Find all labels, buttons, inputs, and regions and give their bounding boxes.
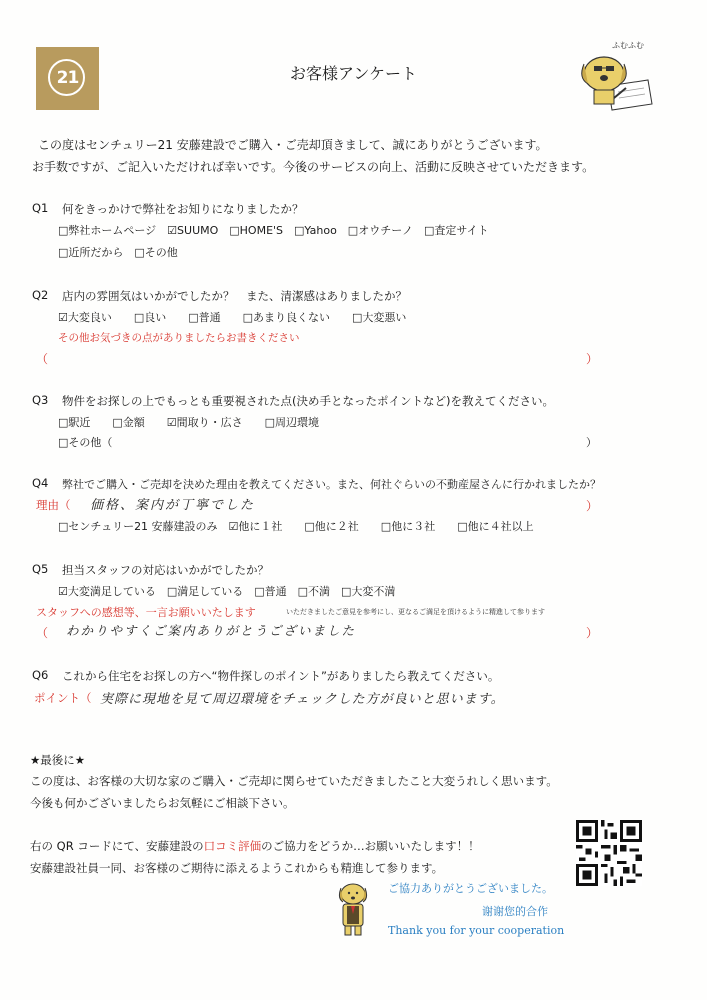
q1-question: 何をきっかけで弊社をお知りになりましたか？ [62,202,304,216]
closing-line-4: 安藤建設社員一同、お客様のご期待に添えるようこれからも精進して参ります。 [30,861,444,875]
q1-options-row-2[interactable]: □近所だから □その他 [58,246,178,259]
q3-other[interactable]: □その他（ [58,436,113,449]
q3-close-paren: ） [586,436,597,449]
q5-close-paren: ） [586,626,599,640]
q4-question: 弊社でご購入・ご売却を決めた理由を教えてください。また、何社ぐらいの不動産屋さんに行かれましたか？ [62,478,601,491]
page-title: お客様アンケート [289,64,418,83]
q1-label: Q1 [32,201,49,215]
q3-question: 物件をお探しの上でもっとも重要視された点(決め手となったポイントなど)を教えてください。 [62,394,554,408]
q4-company-options[interactable]: □センチュリー21 安藤建設のみ ☑他に１社 □他に２社 □他に３社 □他に４社以上 [58,520,534,533]
q2-prompt: その他お気づきの点がありましたらお書きください [58,332,300,344]
q6-handwritten-answer[interactable]: 実際に現地を見て周辺環境をチェックした方が良いと思います。 [100,692,505,707]
q2-close-paren: ） [586,352,599,366]
qr-line-prefix: 右の QR コードにて、安藤建設の [30,839,204,853]
q2-options[interactable]: ☑大変良い □良い □普通 □あまり良くない □大変悪い [58,311,407,324]
q5-prompt: スタッフへの感想等、一言お願いいたします [36,606,256,619]
q2-open-paren: （ [36,352,49,366]
q6-question: これから住宅をお探しの方へ“物件探しのポイント”がありましたら教えてください。 [62,669,500,683]
q3-options[interactable]: □駅近 □金額 ☑間取り・広さ □周辺環境 [58,416,320,429]
q3-label: Q3 [32,393,49,407]
closing-heading: ★最後に★ [30,753,86,767]
q1-options-row-1[interactable]: □弊社ホームページ ☑SUUMO □HOME'S □Yahoo □オウチーノ □査定サイト [58,224,489,237]
q6-point-label: ポイント（ [34,691,92,705]
q2-question: 店内の雰囲気はいかがでしたか？ また、清潔感はありましたか？ [62,289,407,303]
review-highlight: 口コミ評価 [203,839,262,853]
closing-qr-line [30,838,480,854]
q5-options[interactable]: ☑大変満足している □満足している □普通 □不満 □大変不満 [58,585,396,598]
thanks-english: Thank you for your cooperation [388,924,565,937]
closing-line-2: 今後も何かございましたらお気軽にご相談下さい。 [30,796,295,810]
closing-line-1: この度は、お客様の大切な家のご購入・ご売却に関らせていただきましたこと大変うれしく思います。 [30,774,558,788]
q4-label: Q4 [32,476,49,490]
q2-label: Q2 [32,288,49,302]
q4-reason-label: 理由（ [36,498,71,512]
q5-open-paren: （ [36,626,49,640]
q4-handwritten-answer[interactable]: 価格、案内が丁寧でした [90,498,256,513]
q4-close-paren: ） [586,499,599,513]
intro-line-2: お手数ですが、ご記入いただければ幸いです。今後のサービスの向上、活動に反映させていただきます。 [32,160,595,174]
doodle-caption: ふむふむ [612,41,644,50]
qr-code-icon[interactable] [576,820,642,886]
q2-comment-field[interactable] [56,352,584,366]
q5-note: いただきましたご意見を参考にし、更なるご満足を頂けるように精進して参ります [286,608,545,616]
qr-line-suffix: のご協力をどうか…お願いいたします！！ [261,839,480,853]
q5-label: Q5 [32,562,49,576]
q5-question: 担当スタッフの対応はいかがでしたか？ [62,563,269,577]
q5-handwritten-answer[interactable]: わかりやすくご案内ありがとうございました [66,623,357,638]
q6-label: Q6 [32,668,49,682]
logo-number: 21 [56,68,79,88]
thanks-japanese: ご協力ありがとうございました。 [388,882,553,895]
dog-bowing-illustration-icon [334,880,372,938]
intro-line-1: この度はセンチュリー21 安藤建設でご購入・ご売却頂きまして、誠にありがとうございます。 [38,138,548,152]
thanks-chinese: 谢谢您的合作 [482,905,548,918]
